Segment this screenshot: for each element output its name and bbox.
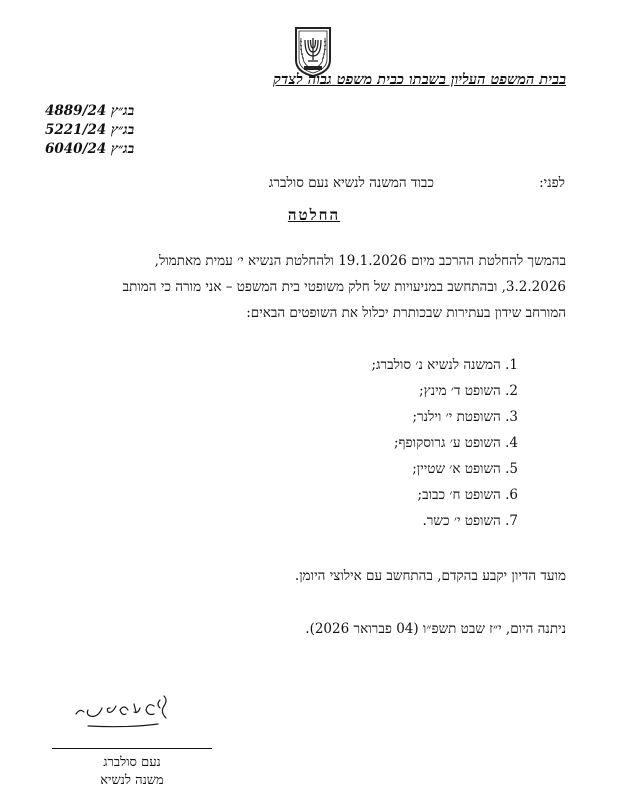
court-header: בבית המשפט העליון בשבתו כבית משפט גבוה לצדק — [273, 71, 566, 88]
presiding-judge: כבוד המשנה לנשיא נעם סולברג — [268, 175, 434, 191]
before-label: לפני: — [539, 175, 565, 191]
decision-title: החלטה — [287, 206, 341, 224]
judge-list-item: 7. השופט י׳ כשר. — [422, 513, 518, 529]
case-number: בג״ץ 4889/24 — [45, 103, 135, 119]
given-date: ניתנה היום, י״ז שבט תשפ״ו (04 פברואר 2026). — [305, 621, 566, 637]
signature-line — [52, 748, 212, 749]
body-line: 3.2.2026, ובהתחשב במניעויות של חלק משופטי בית המשפט – אני מורה כי המותב — [122, 279, 566, 295]
handwritten-signature — [68, 690, 178, 734]
signer-name: נעם סולברג — [103, 755, 161, 770]
hearing-note: מועד הדיון יקבע בהקדם, בהתחשב עם אילוצי היומן. — [294, 568, 566, 584]
case-number: בג״ץ 6040/24 — [45, 141, 135, 157]
judge-list-item: 1. המשנה לנשיא נ׳ סולברג; — [371, 357, 518, 373]
signer-role: משנה לנשיא — [100, 773, 164, 788]
judge-list-item: 5. השופט א׳ שטיין; — [412, 461, 518, 477]
judge-list-item: 3. השופטת י׳ וילנר; — [412, 409, 518, 425]
judge-list-item: 2. השופט ד׳ מינץ; — [419, 383, 518, 399]
case-number: בג״ץ 5221/24 — [45, 122, 135, 138]
judge-list-item: 4. השופט ע׳ גרוסקופף; — [393, 435, 518, 451]
body-line: המורחב שידון בעתירות שבכותרת יכלול את השופטים הבאים: — [246, 305, 566, 321]
body-line: בהמשך להחלטת ההרכב מיום 19.1.2026 ולהחלטת הנשיא י׳ עמית מאתמול, — [154, 253, 566, 269]
judge-list-item: 6. השופט ח׳ כבוב; — [417, 487, 518, 503]
